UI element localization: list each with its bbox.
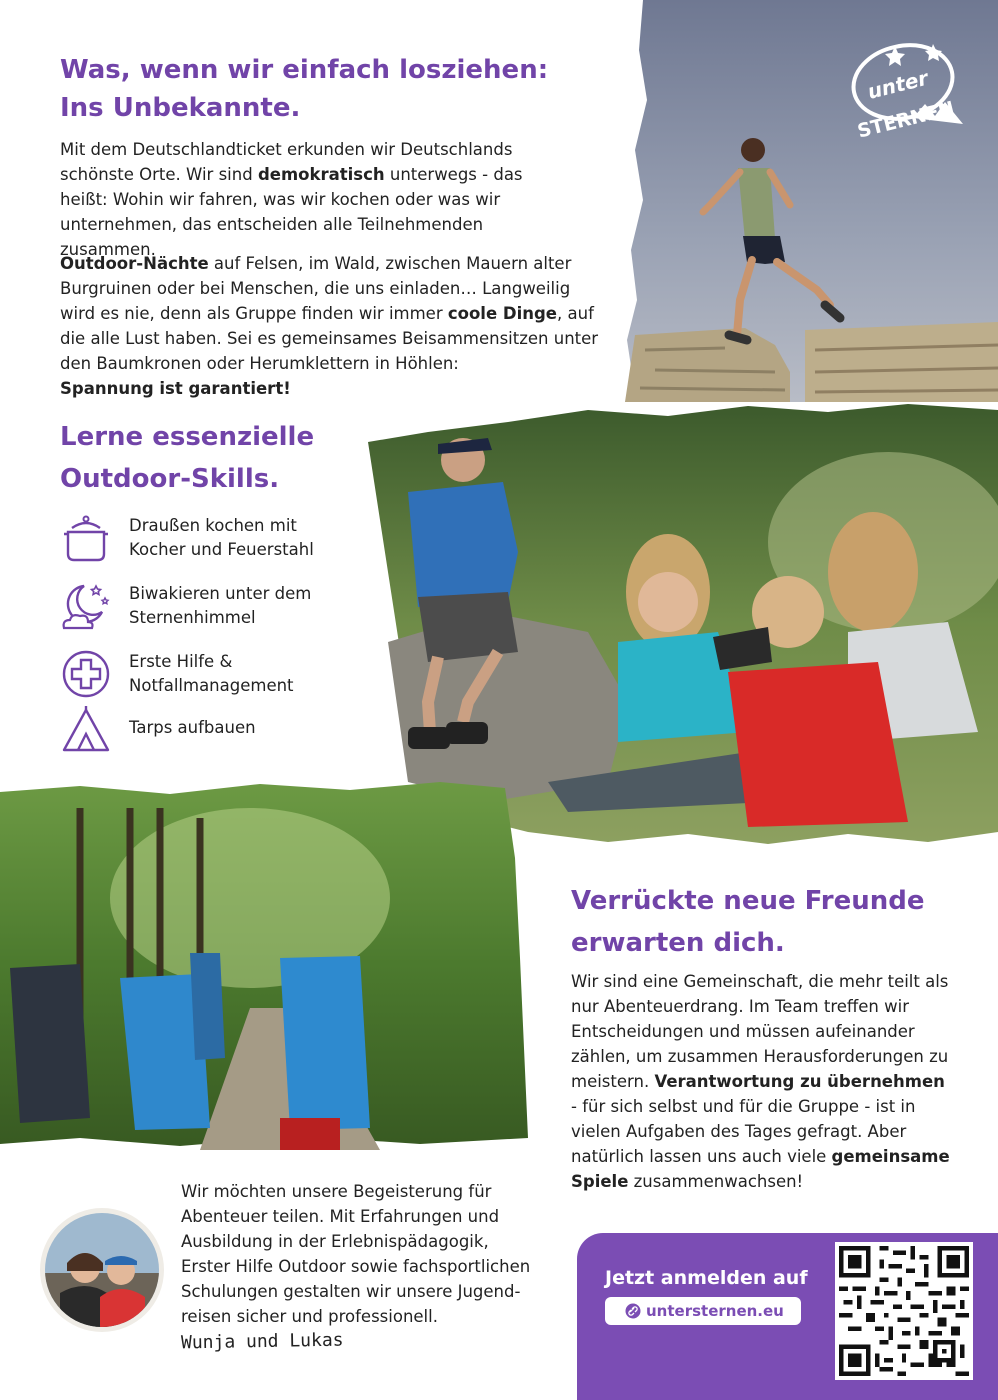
team-text: Wir möchten unsere Begeisterung für Abenteuer teilen. Mit Erfahrungen und Ausbildung in der Erlebnispädagogik, Erster Hilfe Outdoor sowie fachsportlichen Schulungen gestalten wir unsere Jugend-reisen sicher und professionell.: [181, 1182, 531, 1326]
skill-cooking-line1: Draußen kochen mit: [129, 516, 297, 535]
section3-title-line2: erwarten dich.: [571, 928, 785, 958]
p2-bold2: coole Dinge: [447, 304, 558, 323]
p1-text-a: Mit dem Deutschlandticket erkunden wir Deutschlands schönste Orte. Wir sind: [60, 140, 513, 184]
section3-paragraph: [571, 969, 951, 1194]
link-icon: [625, 1303, 641, 1319]
skill-cooking-line2: Kocher und Feuerstahl: [129, 540, 314, 559]
team-signature: Wunja und Lukas: [180, 1329, 344, 1354]
s3-text-c: zusammenwachsen!: [628, 1172, 804, 1191]
s3-bold1: Verantwortung zu übernehmen: [654, 1072, 945, 1091]
section1-title-line2: Ins Unbekannte.: [60, 92, 301, 123]
team-avatar: [45, 1213, 159, 1327]
p2-text-a: auf Felsen, im Wald, zwischen Mauern alter Burgruinen oder bei Menschen, die uns einladen… Langweilig wird es nie, denn als Gruppe finden wir immer: [60, 254, 572, 323]
logo-text-unter: unter: [864, 65, 931, 104]
tent-icon: [60, 704, 112, 756]
skill-first-aid-line1: Erste Hilfe &: [129, 652, 233, 671]
skills-title: [60, 416, 360, 500]
unter-sternen-logo: [845, 34, 975, 142]
skill-item-tarp: [60, 704, 319, 756]
logo-text-sternen: STERNEN: [855, 97, 957, 142]
s3-text-a: Wir sind eine Gemeinschaft, die mehr teilt als nur Abenteuerdrang. Im Team treffen wir Entscheidungen und müssen aufeinander zählen, um zusammen Herausforderungen zu meistern.: [571, 972, 949, 1091]
cta-label: Jetzt anmelden auf: [605, 1267, 808, 1289]
section3-title-line1: Verrückte neue Freunde: [571, 886, 925, 916]
photo-hiking-backpacks: [0, 778, 528, 1150]
section1-paragraph1: [60, 137, 570, 262]
skill-first-aid-line2: Notfallmanagement: [129, 676, 294, 695]
cta-url-button[interactable]: [605, 1297, 801, 1325]
s3-text-b: - für sich selbst und für die Gruppe - ist in vielen Aufgaben des Tages gefragt. Aber natürlich lassen uns auch viele: [571, 1097, 916, 1166]
skill-bivouac-line2: Sternenhimmel: [129, 608, 256, 627]
qr-code[interactable]: [835, 1242, 973, 1380]
skill-item-bivouac: [60, 580, 319, 632]
p2-bold3: Spannung ist garantiert!: [60, 379, 291, 398]
skills-title-line2: Outdoor-Skills.: [60, 464, 280, 494]
cta-url: untersternen.eu: [646, 1302, 784, 1320]
cta-box: [577, 1233, 998, 1400]
skill-item-cooking: [60, 512, 319, 564]
s3-bold2: gemeinsame Spiele: [571, 1147, 950, 1191]
skill-bivouac-line1: Biwakieren unter dem: [129, 584, 312, 603]
section3-title: [571, 880, 971, 964]
p1-bold: demokratisch: [257, 165, 385, 184]
cooking-pot-icon: [60, 512, 112, 564]
skills-title-line1: Lerne essenzielle: [60, 422, 315, 452]
skill-tarp-line1: Tarps aufbauen: [129, 718, 256, 737]
section1-title: [60, 52, 600, 127]
moon-stars-icon: [60, 580, 112, 632]
p2-text-b: , auf die alle Lust haben. Sei es gemeinsames Beisammensitzen unter den Baumkronen oder Herumklettern in Höhlen:: [60, 304, 599, 373]
p2-bold1: Outdoor-Nächte: [60, 254, 209, 273]
section1-title-line1: Was, wenn wir einfach losziehen:: [60, 55, 549, 85]
first-aid-icon: [60, 648, 112, 700]
p1-text-b: unterwegs - das heißt: Wohin wir fahren, was wir kochen oder was wir unternehmen, das entscheiden alle Teilnehmenden zusammen.: [60, 165, 523, 259]
skill-item-first-aid: [60, 648, 319, 700]
section1-paragraph2: [60, 251, 600, 401]
